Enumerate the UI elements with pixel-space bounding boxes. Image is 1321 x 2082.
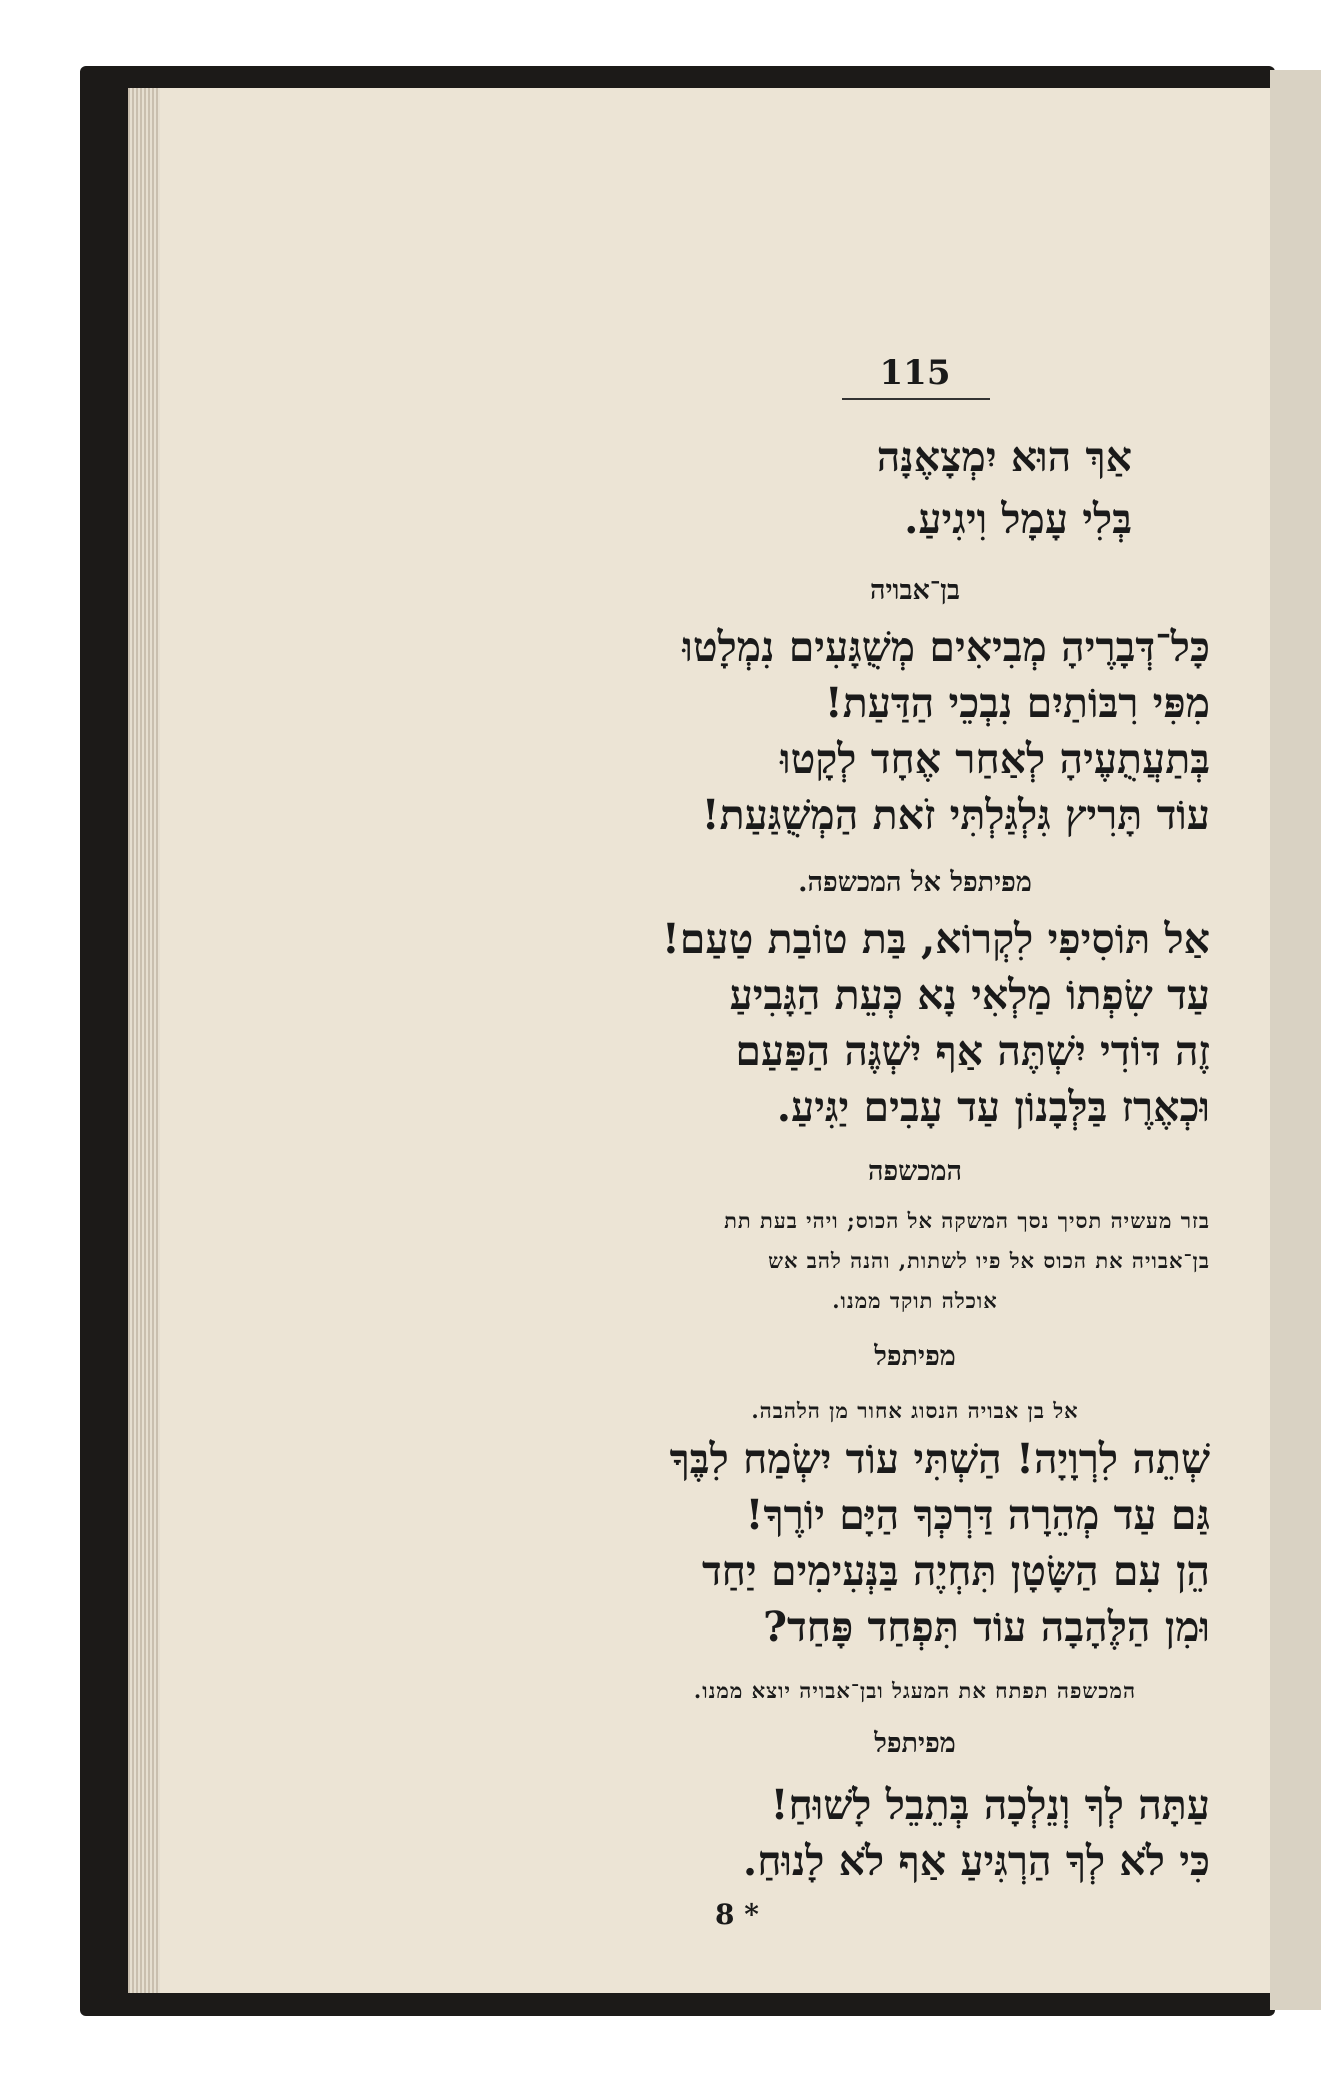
verse-line-5: בְּתַעֲתֻעֶיהָ לְאַחַר אֶחָד לְקָטוּ — [780, 735, 1210, 783]
header-rule — [842, 398, 990, 400]
verse-line-7: אַל תּוֹסִיפִי לִקְרוֹא, בַּת טוֹבַת טַעַם! — [661, 915, 1210, 963]
verse-line-11: שְׁתֵה לִרְוָיָה! הַשְׁתִּי עוֹד יִשְׂמַח לִבֶּךָ — [669, 1435, 1210, 1483]
speaker-mephistopheles-3: מפיתפל — [874, 1728, 956, 1759]
page-number: 115 — [879, 353, 951, 393]
verse-line-6: עוֹד תָּרִיץ גִּלְגַּלְתִּי זֹאת הַמְשֻׁגַּעַת! — [701, 791, 1210, 839]
printer-signature-mark: 8 * — [715, 1898, 759, 1931]
verse-line-2: בְּלִי עָמָל וִיגִיעַ. — [904, 495, 1132, 543]
verse-line-4: מִפִּי רִבּוֹתַיִם נִבְכֵי הַדַּעַת! — [824, 679, 1210, 727]
stage-direction-1-line-1: בזר מעשיה תסיך נסך המשקה אל הכוס; ויהי בעת תת — [724, 1208, 1210, 1233]
verse-line-12: גַּם עַד מְהֵרָה דַּרְכְּךָ הַיָּם יוֹרֶךָ! — [745, 1491, 1210, 1539]
verse-line-10: וּכְאֶרֶז בַּלְּבָנוֹן עַד עָבִים יַגִּיעַ. — [776, 1083, 1210, 1131]
page-content — [620, 88, 1210, 1993]
verse-line-14: וּמִן הַלֶּהָבָה עוֹד תִּפְחַד פָּחַד? — [762, 1603, 1210, 1651]
facing-page-edge — [1270, 70, 1321, 2010]
speaker-ben-avuyah: בן־אבויה — [869, 575, 961, 606]
verse-line-15: עַתָּה לְךָ וְנֵלְכָה בְּתֵבֵל לָשׁוּחַ! — [770, 1781, 1210, 1829]
verse-line-16: כִּי לֹא לְךָ הַרְגִּיעַ אַף לֹא לָנוּחַ. — [742, 1837, 1210, 1885]
verse-line-8: עַד שִׂפְתוֹ מַלְאִי נָא כְּעֵת הַגָּבִיעַ — [729, 971, 1210, 1019]
verse-line-3: כָּל־דְּבָרֶיהָ מְבִיאִים מְשֻׁגָּעִים נִמְלָטוּ — [682, 623, 1210, 671]
verse-line-13: הֵן עִם הַשָּׂטָן תִּחְיֶה בַּנְּעִימִים יַחַד — [701, 1547, 1210, 1595]
stage-direction-1-line-2: בן־אבויה את הכוס אל פיו לשתות, והנה להב אש — [768, 1248, 1210, 1273]
stage-direction-3: המכשפה תפתח את המעגל ובן־אבויה יוצא ממנו. — [693, 1678, 1137, 1703]
speaker-mephistopheles-2: מפיתפל — [874, 1341, 956, 1372]
stage-direction-1-line-3: אוכלה תוקד ממנו. — [832, 1288, 998, 1313]
speaker-mephistopheles-1: מפיתפל אל המכשפה. — [798, 867, 1032, 898]
verse-line-9: זֶה דּוֹדִי יִשְׁתֶּה אַף יִשְׁגֶּה הַפַּעַם — [735, 1027, 1210, 1075]
stage-direction-2: אל בן אבויה הנסוג אחור מן הלהבה. — [751, 1398, 1079, 1423]
speaker-witch-1: המכשפה — [867, 1156, 963, 1187]
verse-line-1: אַךְ הוּא יִמְצָאֶנָּה — [876, 433, 1132, 481]
book-page — [160, 88, 1270, 1993]
